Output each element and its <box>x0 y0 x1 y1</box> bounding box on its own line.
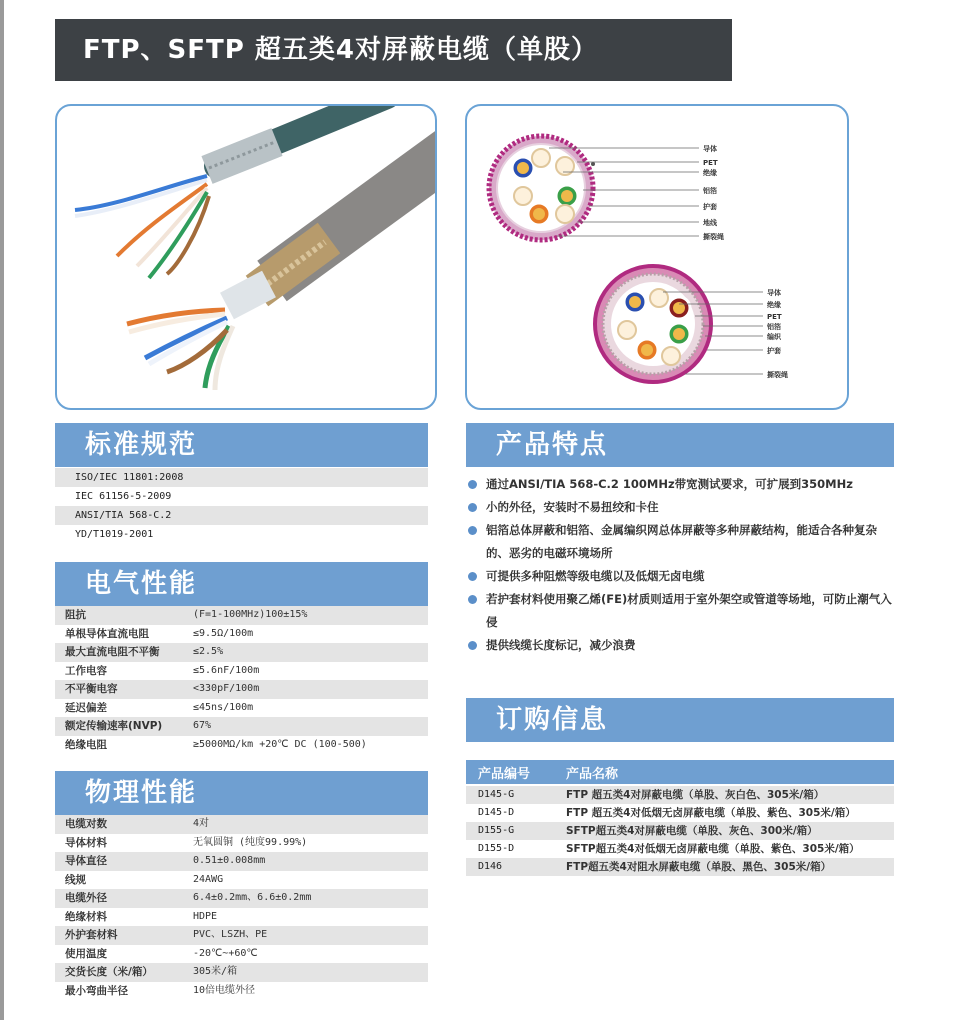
table-row: 工作电容 ≤5.6nF/100m <box>55 662 428 681</box>
table-row: 绝缘电阻 ≥5000MΩ/km +20℃ DC (100-500) <box>55 736 428 755</box>
cross-section-frame <box>465 104 849 410</box>
list-item: ANSI/TIA 568-C.2 <box>55 506 428 525</box>
label-1-2: 绝缘 <box>703 169 717 177</box>
table-row: 不平衡电容 <330pF/100m <box>55 680 428 699</box>
table-row: 最小弯曲半径 10倍电缆外径 <box>55 982 428 1001</box>
table-row: 外护套材料 PVC、LSZH、PE <box>55 926 428 945</box>
cable-photo <box>57 106 435 408</box>
table-row: 延迟偏差 ≤45ns/100m <box>55 699 428 718</box>
list-item: ISO/IEC 11801:2008 <box>55 468 428 487</box>
label-1-4: 护套 <box>703 203 717 211</box>
electrical-heading: 电气性能 <box>55 562 428 606</box>
label-2-2: PET <box>767 313 782 321</box>
col-header-code: 产品编号 <box>478 766 531 782</box>
table-row: 使用温度 -20℃~+60℃ <box>55 945 428 964</box>
standards-heading: 标准规范 <box>55 423 428 467</box>
table-row: 最大直流电阻不平衡 ≤2.5% <box>55 643 428 662</box>
list-item: 小的外径，安装时不易扭绞和卡住 <box>466 496 896 519</box>
page-left-edge <box>0 0 4 1020</box>
list-item: 铝箔总体屏蔽和铝箔、金属编织网总体屏蔽等多种屏蔽结构，能适合各种复杂的、恶劣的电磁环境场所 <box>466 519 896 565</box>
table-row: D146 FTP超五类4对阻水屏蔽电缆（单股、黑色、305米/箱） <box>466 858 894 876</box>
list-item: YD/T1019-2001 <box>55 525 428 544</box>
col-header-name: 产品名称 <box>566 766 619 782</box>
cross-section-diagram <box>467 106 847 408</box>
label-2-5: 护套 <box>767 347 781 355</box>
list-item: 若护套材料使用聚乙烯(FE)材质则适用于室外架空或管道等场地，可防止潮气入侵 <box>466 588 896 634</box>
table-row: 电缆对数 4对 <box>55 815 428 834</box>
list-item: 可提供多种阻燃等级电缆以及低烟无卤电缆 <box>466 565 896 588</box>
cross-section-ftp <box>489 136 724 241</box>
label-1-1: PET <box>703 159 718 167</box>
list-item: 通过ANSI/TIA 568-C.2 100MHz带宽测试要求，可扩展到350MHz <box>466 473 896 496</box>
table-row: 线规 24AWG <box>55 871 428 890</box>
electrical-table <box>55 606 428 754</box>
label-2-4: 编织 <box>767 333 781 341</box>
table-row: 单根导体直流电阻 ≤9.5Ω/100m <box>55 625 428 644</box>
label-1-0: 导体 <box>703 145 717 153</box>
table-row: 绝缘材料 HDPE <box>55 908 428 927</box>
order-table <box>466 786 894 894</box>
label-2-6: 撕裂绳 <box>767 371 788 379</box>
label-2-1: 绝缘 <box>767 301 781 309</box>
label-1-6: 撕裂绳 <box>703 233 724 241</box>
physical-table <box>55 815 428 1000</box>
label-2-0: 导体 <box>767 289 781 297</box>
table-row <box>466 876 894 894</box>
standards-list <box>55 468 428 544</box>
cable-photo-frame <box>55 104 437 410</box>
table-row: 阻抗 (F=1-100MHz)100±15% <box>55 606 428 625</box>
table-row: D155-D SFTP超五类4对低烟无卤屏蔽电缆（单股、紫色、305米/箱） <box>466 840 894 858</box>
table-row: D145-D FTP 超五类4对低烟无卤屏蔽电缆（单股、紫色、305米/箱） <box>466 804 894 822</box>
order-table-header <box>466 760 894 784</box>
features-heading: 产品特点 <box>466 423 894 467</box>
table-row: 额定传输速率(NVP) 67% <box>55 717 428 736</box>
cross-section-sftp <box>595 266 788 382</box>
table-row: 导体直径 0.51±0.008mm <box>55 852 428 871</box>
list-item: IEC 61156-5-2009 <box>55 487 428 506</box>
list-item: 提供线缆长度标记，减少浪费 <box>466 634 896 657</box>
physical-heading: 物理性能 <box>55 771 428 815</box>
table-row: D145-G FTP 超五类4对屏蔽电缆（单股、灰白色、305米/箱） <box>466 786 894 804</box>
label-1-5: 地线 <box>703 219 717 227</box>
page-title: FTP、SFTP 超五类4对屏蔽电缆（单股） <box>55 19 732 81</box>
table-row: 导体材料 无氧圆铜 (纯度99.99%) <box>55 834 428 853</box>
order-heading: 订购信息 <box>466 698 894 742</box>
label-2-3: 铝箔 <box>767 323 781 331</box>
features-list <box>466 473 896 657</box>
table-row: 电缆外径 6.4±0.2mm、6.6±0.2mm <box>55 889 428 908</box>
table-row: 交货长度（米/箱） 305米/箱 <box>55 963 428 982</box>
label-1-3: 铝箔 <box>703 187 717 195</box>
table-row: D155-G SFTP超五类4对屏蔽电缆（单股、灰色、300米/箱） <box>466 822 894 840</box>
